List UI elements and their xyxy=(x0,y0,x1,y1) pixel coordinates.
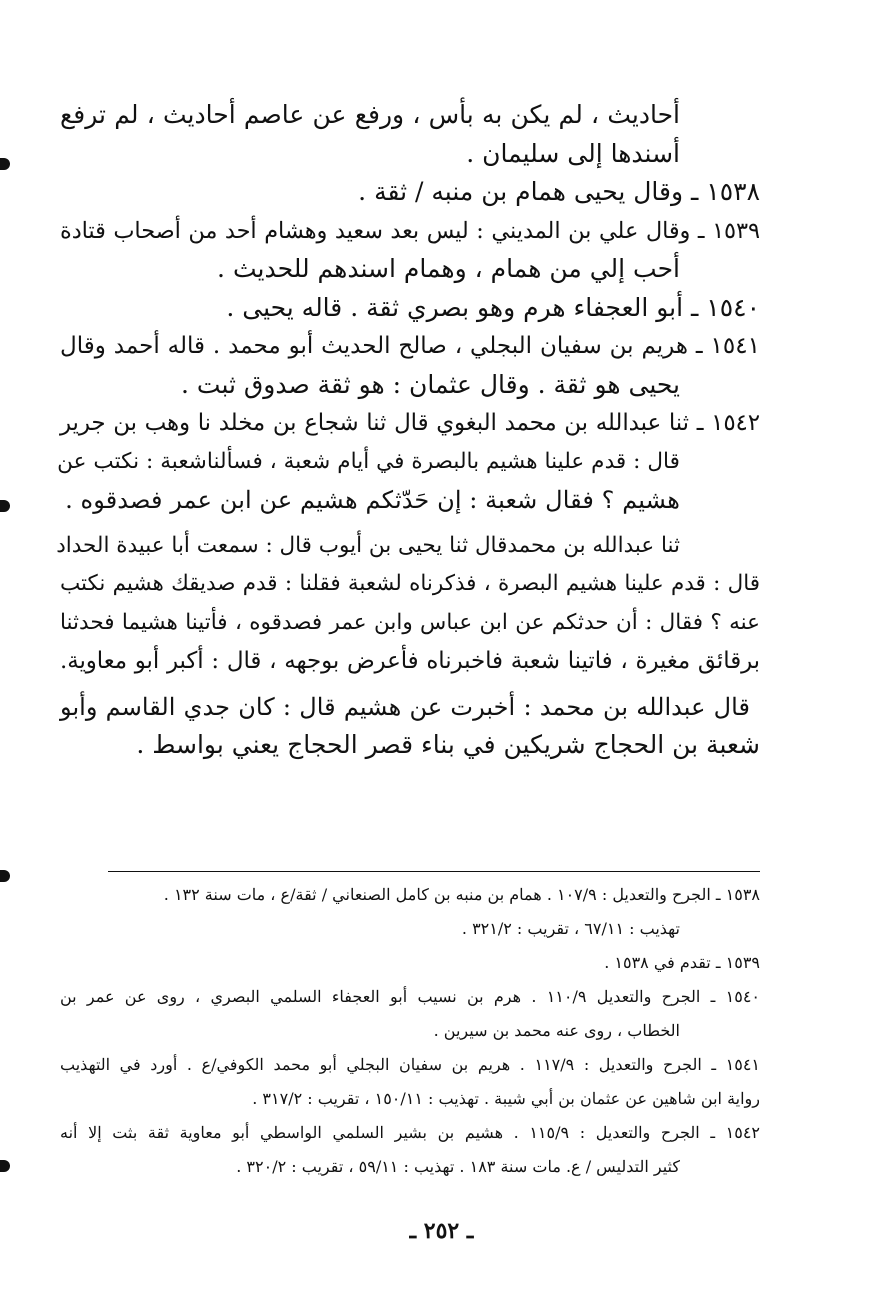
text-line: قال : قدم علينا هشيم البصرة ، فذكرناه لشعبة فقلنا : قدم صديقك هشيم نكتب xyxy=(60,571,760,596)
text-line: قال عبدالله بن محمد : أخبرت عن هشيم قال : كان جدي القاسم وأبو xyxy=(60,692,750,721)
binding-mark xyxy=(0,500,10,512)
text-line: أحاديث ، لم يكن به بأس ، ورفع عن عاصم أحاديث ، لم ترفع xyxy=(60,100,680,129)
footnote-line: ١٥٤١ ـ الجرح والتعديل : ١١٧/٩ . هريم بن سفيان البجلي أبو محمد الكوفي/ع . أورد في التهذيب xyxy=(60,1055,761,1074)
text-line: شعبة بن الحجاج شريكين في بناء قصر الحجاج يعني بواسط . xyxy=(136,730,760,759)
footnote-line: ١٥٣٩ ـ تقدم في ١٥٣٨ . xyxy=(604,953,760,972)
footnote-separator xyxy=(108,871,760,872)
text-line: ١٥٣٨ ـ وقال يحيى همام بن منبه / ثقة . xyxy=(358,177,760,206)
footnotes xyxy=(60,878,760,1184)
binding-mark xyxy=(0,870,10,882)
text-line: عنه ؟ فقال : أن حدثكم عن ابن عباس وابن عمر فصدقوه ، فأتينا هشيما فحدثنا xyxy=(60,609,760,635)
text-line: ١٥٤١ ـ هريم بن سفيان البجلي ، صالح الحديث أبو محمد . قاله أحمد وقال xyxy=(60,333,760,359)
binding-mark xyxy=(0,158,10,170)
footnote-line: ١٥٤٠ ـ الجرح والتعديل ١١٠/٩ . هرم بن نسيب أبو العجفاء السلمي البصري ، روى عن عمر بن xyxy=(60,987,760,1006)
footnote-line: رواية ابن شاهين عن عثمان بن أبي شيبة . تهذيب : ١٥٠/١١ ، تقريب : ٣١٧/٢ . xyxy=(252,1089,760,1108)
text-line: ١٥٤٠ ـ أبو العجفاء هرم وهو بصري ثقة . قاله يحيى . xyxy=(226,292,760,322)
text-line: ١٥٣٩ ـ وقال علي بن المديني : ليس بعد سعيد وهشام أحد من أصحاب قتادة xyxy=(60,217,760,244)
footnote-line: ١٥٣٨ ـ الجرح والتعديل : ١٠٧/٩ . همام بن منبه بن كامل الصنعاني / ثقة/ع ، مات سنة ١٣٢ . xyxy=(163,885,760,904)
text-line: هشيم ؟ فقال شعبة : إن حَدّثكم هشيم عن ابن عمر فصدقوه . xyxy=(65,486,680,514)
text-line: قال : قدم علينا هشيم بالبصرة في أيام شعبة ، فسألناشعبة : نكتب عن xyxy=(57,448,680,474)
footnote-line: كثير التدليس / ع. مات سنة ١٨٣ . تهذيب : ٥٩/١١ ، تقريب : ٣٢٠/٢ . xyxy=(236,1157,680,1176)
text-line: أسندها إلى سليمان . xyxy=(466,138,680,168)
text-line: ١٥٤٢ ـ ثنا عبدالله بن محمد البغوي قال ثنا شجاع بن مخلد نا وهب بن جرير xyxy=(60,410,760,436)
footnote-line: تهذيب : ٦٧/١١ ، تقريب : ٣٢١/٢ . xyxy=(461,919,680,938)
binding-mark xyxy=(0,1160,10,1172)
footnote-line: الخطاب ، روى عنه محمد بن سيرين . xyxy=(433,1021,680,1040)
text-line: ثنا عبدالله بن محمدقال ثنا يحيى بن أيوب قال : سمعت أبا عبيدة الحداد xyxy=(56,532,680,558)
footnote-line: ١٥٤٢ ـ الجرح والتعديل : ١١٥/٩ . هشيم بن بشير السلمي الواسطي أبو معاوية ثقة بثت إلا أنه xyxy=(60,1123,760,1142)
text-line: برقائق مغيرة ، فاتينا شعبة فاخبرناه فأعرض بوجهه ، قال : أكبر أبو معاوية. xyxy=(60,648,760,674)
page-number: ـ ٢٥٢ ـ xyxy=(409,1218,474,1244)
text-line: أحب إلي من همام ، وهمام اسندهم للحديث . xyxy=(217,254,680,283)
main-text xyxy=(56,96,760,765)
text-line: يحيى هو ثقة . وقال عثمان : هو ثقة صدوق ثبت . xyxy=(181,369,680,399)
